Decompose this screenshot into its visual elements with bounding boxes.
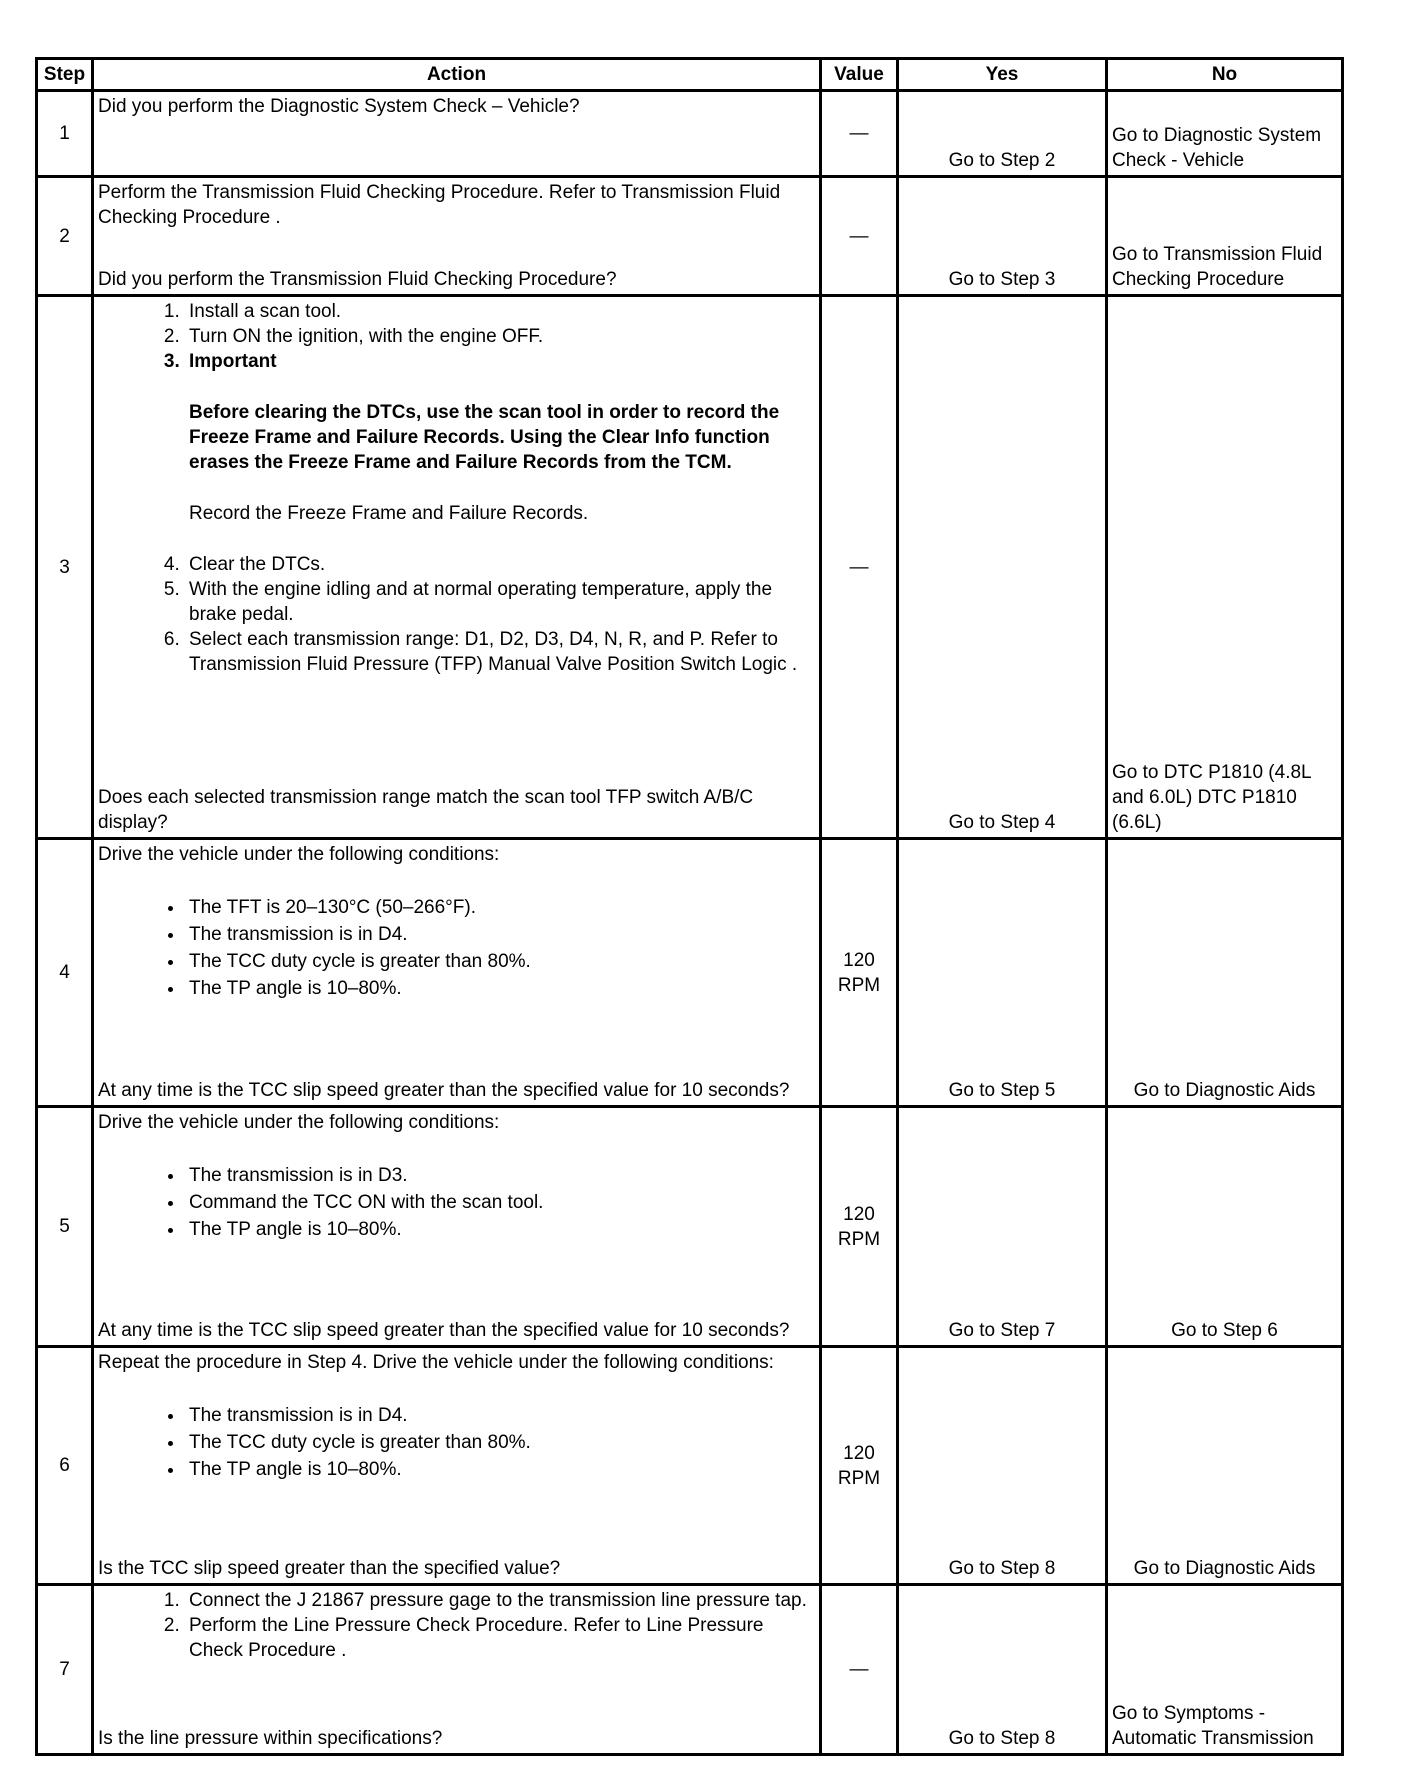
yes-link[interactable]: Go to Step 8 (898, 1585, 1107, 1755)
list-item: 2. Turn ON the ignition, with the engine OFF. (185, 324, 815, 349)
action-text: Drive the vehicle under the following conditions: (98, 1112, 500, 1133)
condition-list (98, 1401, 815, 1484)
step-number: 1 (37, 91, 93, 177)
list-item: • Command the TCC ON with the scan tool. (185, 1190, 815, 1215)
header-step: Step (37, 59, 93, 91)
table-row (37, 839, 1343, 1107)
list-item: • The transmission is in D4. (185, 922, 815, 947)
step-number: 7 (37, 1585, 93, 1755)
no-link[interactable]: Go to Diagnostic System Check - Vehicle (1107, 91, 1343, 177)
table-row (37, 296, 1343, 839)
action-question: Does each selected transmission range match the scan tool TFP switch A/B/C display? (98, 787, 754, 833)
action-cell (93, 839, 821, 1107)
step-number: 4 (37, 839, 93, 1107)
header-value: Value (821, 59, 898, 91)
yes-link[interactable]: Go to Step 4 (898, 296, 1107, 839)
list-item: 6. Select each transmission range: D1, D2, D3, D4, N, R, and P. Refer to Transmission Fluid Pressure (TFP) Manual Valve Position Switch Logic . (185, 627, 815, 677)
yes-link[interactable]: Go to Step 7 (898, 1107, 1107, 1347)
list-item: • The TP angle is 10–80%. (185, 1217, 815, 1242)
list-item: 4. Clear the DTCs. (185, 552, 815, 577)
header-yes: Yes (898, 59, 1107, 91)
action-text: Did you perform the Diagnostic System Check – Vehicle? (98, 96, 580, 117)
value-cell: — (821, 296, 898, 839)
value-cell: 120 RPM (821, 839, 898, 1107)
header-action: Action (93, 59, 821, 91)
no-link[interactable]: Go to Symptoms - Automatic Transmission (1107, 1585, 1343, 1755)
important-note: Before clearing the DTCs, use the scan tool in order to record the Freeze Frame and Failure Records. Using the Clear Info function erases the Freeze Frame and Failure Records from the TCM. (189, 402, 780, 473)
important-label: 3. Important (185, 349, 815, 374)
action-cell (93, 1585, 821, 1755)
condition-list (98, 893, 815, 1003)
step-number: 2 (37, 177, 93, 296)
list-item: • The transmission is in D3. (185, 1163, 815, 1188)
table-row (37, 1347, 1343, 1585)
list-item: • The TFT is 20–130°C (50–266°F). (185, 895, 815, 920)
header-row (37, 59, 1343, 91)
action-cell (93, 177, 821, 296)
value-cell: — (821, 1585, 898, 1755)
action-cell (93, 91, 821, 177)
action-text: Perform the Transmission Fluid Checking Procedure. Refer to Transmission Fluid Checking Procedure . (98, 182, 781, 228)
value-cell: — (821, 177, 898, 296)
no-link[interactable]: Go to Diagnostic Aids (1107, 1347, 1343, 1585)
yes-link[interactable]: Go to Step 5 (898, 839, 1107, 1107)
procedure-list (98, 1588, 815, 1663)
list-item: • The TP angle is 10–80%. (185, 1457, 815, 1482)
list-item: 1. Install a scan tool. (185, 299, 815, 324)
action-question: At any time is the TCC slip speed greater than the specified value for 10 seconds? (98, 1080, 790, 1101)
step-number: 5 (37, 1107, 93, 1347)
yes-link[interactable]: Go to Step 8 (898, 1347, 1107, 1585)
table-row (37, 1107, 1343, 1347)
procedure-list (98, 299, 815, 374)
value-cell: 120 RPM (821, 1107, 898, 1347)
no-link[interactable]: Go to DTC P1810 (4.8L and 6.0L) DTC P1810 (6.6L) (1107, 296, 1343, 839)
list-item: • The TCC duty cycle is greater than 80%. (185, 949, 815, 974)
header-no: No (1107, 59, 1343, 91)
yes-link[interactable]: Go to Step 2 (898, 91, 1107, 177)
action-cell (93, 1347, 821, 1585)
list-item: • The TP angle is 10–80%. (185, 976, 815, 1001)
list-item: 1. Connect the J 21867 pressure gage to the transmission line pressure tap. (185, 1588, 815, 1613)
no-link[interactable]: Go to Diagnostic Aids (1107, 839, 1343, 1107)
step-number: 3 (37, 296, 93, 839)
action-text: Repeat the procedure in Step 4. Drive the vehicle under the following conditions: (98, 1352, 774, 1373)
list-item: 5. With the engine idling and at normal operating temperature, apply the brake pedal. (185, 577, 815, 627)
condition-list (98, 1161, 815, 1244)
action-question: At any time is the TCC slip speed greater than the specified value for 10 seconds? (98, 1320, 790, 1341)
no-link[interactable]: Go to Step 6 (1107, 1107, 1343, 1347)
yes-link[interactable]: Go to Step 3 (898, 177, 1107, 296)
table-row (37, 177, 1343, 296)
procedure-list (98, 552, 815, 677)
action-question: Did you perform the Transmission Fluid Checking Procedure? (98, 269, 617, 290)
action-text: Drive the vehicle under the following conditions: (98, 844, 500, 865)
list-item: 2. Perform the Line Pressure Check Procedure. Refer to Line Pressure Check Procedure . (185, 1613, 815, 1663)
value-cell: 120 RPM (821, 1347, 898, 1585)
record-note: Record the Freeze Frame and Failure Records. (189, 503, 589, 524)
step-number: 6 (37, 1347, 93, 1585)
action-question: Is the line pressure within specifications? (98, 1728, 443, 1749)
table-row (37, 91, 1343, 177)
action-cell (93, 1107, 821, 1347)
list-item: • The TCC duty cycle is greater than 80%. (185, 1430, 815, 1455)
value-cell: — (821, 91, 898, 177)
no-link[interactable]: Go to Transmission Fluid Checking Procedure (1107, 177, 1343, 296)
action-cell (93, 296, 821, 839)
action-question: Is the TCC slip speed greater than the specified value? (98, 1558, 561, 1579)
table-row (37, 1585, 1343, 1755)
list-item: • The transmission is in D4. (185, 1403, 815, 1428)
diagnostic-table (35, 57, 1344, 1756)
